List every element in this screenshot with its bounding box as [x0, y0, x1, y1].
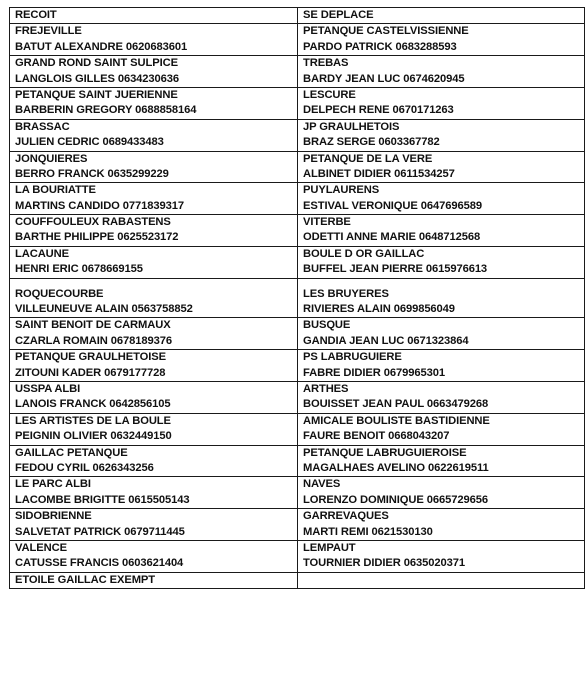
away-cell: [298, 445, 585, 477]
home-cell: [10, 413, 298, 445]
home-club: ROQUECOURBE: [15, 287, 104, 300]
home-cell: [10, 509, 298, 541]
home-club: LES ARTISTES DE LA BOULE: [15, 414, 171, 427]
home-contact: LACOMBE BRIGITTE 0615505143: [15, 493, 190, 506]
table-row: [10, 445, 585, 477]
home-cell: [10, 278, 298, 318]
away-club: NAVES: [303, 478, 341, 491]
home-club: LA BOURIATTE: [15, 184, 96, 197]
home-club: JONQUIERES: [15, 152, 88, 165]
away-club: LESCURE: [303, 88, 356, 101]
home-contact: FEDOU CYRIL 0626343256: [15, 461, 154, 474]
home-club: LE PARC ALBI: [15, 478, 91, 491]
home-club: LACAUNE: [15, 247, 69, 260]
away-club: PS LABRUGUIERE: [303, 351, 402, 364]
home-contact: BATUT ALEXANDRE 0620683601: [15, 40, 188, 53]
table-row: [10, 87, 585, 119]
away-club: LES BRUYERES: [303, 287, 389, 300]
home-club: USSPA ALBI: [15, 383, 81, 395]
table-row: [10, 56, 585, 88]
away-club: PETANQUE CASTELVISSIENNE: [303, 25, 469, 38]
away-contact: BOUISSET JEAN PAUL 0663479268: [303, 398, 489, 411]
home-cell: [10, 350, 298, 382]
away-cell: [298, 24, 585, 56]
home-cell: [10, 382, 298, 414]
home-cell: [10, 24, 298, 56]
away-contact: FABRE DIDIER 0679965301: [303, 366, 445, 379]
away-contact: MARTI REMI 0621530130: [303, 525, 433, 538]
away-club: PUYLAURENS: [303, 184, 380, 197]
away-contact: ALBINET DIDIER 0611534257: [303, 167, 455, 180]
away-cell: [298, 477, 585, 509]
table-row: [10, 540, 585, 572]
table-row: [10, 413, 585, 445]
home-club: FREJEVILLE: [15, 25, 82, 38]
table-row: [10, 477, 585, 509]
away-club: LEMPAUT: [303, 541, 356, 554]
table-row: [10, 350, 585, 382]
table-header-row: [10, 8, 585, 24]
away-cell: [298, 278, 585, 318]
away-club: BOULE D OR GAILLAC: [303, 247, 425, 260]
away-contact: DELPECH RENE 0670171263: [303, 104, 454, 117]
table-row: [10, 215, 585, 247]
away-club: AMICALE BOULISTE BASTIDIENNE: [303, 414, 490, 427]
home-contact: LANGLOIS GILLES 0634230636: [15, 72, 180, 85]
home-contact: PEIGNIN OLIVIER 0632449150: [15, 430, 172, 443]
away-cell: [298, 413, 585, 445]
home-contact: VILLEUNEUVE ALAIN 0563758852: [15, 303, 193, 316]
home-contact: CATUSSE FRANCIS 0603621404: [15, 557, 184, 570]
home-club: PETANQUE SAINT JUERIENNE: [15, 88, 178, 101]
away-contact: BUFFEL JEAN PIERRE 0615976613: [303, 263, 488, 276]
home-cell: [10, 87, 298, 119]
away-contact: PARDO PATRICK 0683288593: [303, 40, 457, 53]
away-club: PETANQUE LABRUGUIEROISE: [303, 446, 467, 459]
away-club: GARREVAQUES: [303, 510, 389, 523]
home-contact: JULIEN CEDRIC 0689433483: [15, 136, 164, 149]
home-cell: [10, 183, 298, 215]
home-contact: LANOIS FRANCK 0642856105: [15, 398, 171, 411]
away-cell: [298, 151, 585, 183]
home-cell: [10, 318, 298, 350]
home-cell: [10, 151, 298, 183]
home-cell: [10, 246, 298, 278]
exempt-cell: ETOILE GAILLAC EXEMPT: [10, 572, 298, 588]
home-contact: HENRI ERIC 0678669155: [15, 263, 143, 276]
home-contact: SALVETAT PATRICK 0679711445: [15, 525, 185, 538]
away-cell: [298, 382, 585, 414]
home-contact: BARBERIN GREGORY 0688858164: [15, 104, 197, 117]
away-cell: [298, 246, 585, 278]
away-cell: [298, 56, 585, 88]
home-contact: BARTHE PHILIPPE 0625523172: [15, 231, 179, 244]
away-club: ARTHES: [303, 383, 349, 395]
home-club: GAILLAC PETANQUE: [15, 446, 128, 459]
table-row: [10, 119, 585, 151]
home-cell: [10, 445, 298, 477]
away-contact: GANDIA JEAN LUC 0671323864: [303, 334, 469, 347]
home-club: BRASSAC: [15, 120, 70, 133]
away-contact: BARDY JEAN LUC 0674620945: [303, 72, 465, 85]
away-club: TREBAS: [303, 57, 349, 70]
table-row: [10, 382, 585, 414]
header-recoit: RECOIT: [10, 8, 298, 24]
table-row: [10, 278, 585, 318]
home-club: VALENCE: [15, 541, 67, 554]
away-contact: ODETTI ANNE MARIE 0648712568: [303, 231, 481, 244]
away-club: PETANQUE DE LA VERE: [303, 152, 433, 165]
home-club: PETANQUE GRAULHETOISE: [15, 351, 167, 364]
away-cell: [298, 119, 585, 151]
home-cell: [10, 119, 298, 151]
away-club: JP GRAULHETOIS: [303, 120, 400, 133]
away-cell: [298, 183, 585, 215]
away-contact: TOURNIER DIDIER 0635020371: [303, 557, 465, 570]
table-row: [10, 151, 585, 183]
away-cell: [298, 540, 585, 572]
home-contact: MARTINS CANDIDO 0771839317: [15, 199, 185, 212]
away-contact: ESTIVAL VERONIQUE 0647696589: [303, 199, 482, 212]
home-contact: CZARLA ROMAIN 0678189376: [15, 334, 172, 347]
home-cell: [10, 56, 298, 88]
home-club: GRAND ROND SAINT SULPICE: [15, 57, 178, 70]
table-row: [10, 246, 585, 278]
away-club: VITERBE: [303, 216, 351, 229]
home-cell: [10, 215, 298, 247]
pairings-table: [9, 7, 585, 589]
away-contact: FAURE BENOIT 0668043207: [303, 430, 450, 443]
table-footer-row: [10, 572, 585, 588]
home-cell: [10, 540, 298, 572]
empty-cell: [298, 572, 585, 588]
away-contact: MAGALHAES AVELINO 0622619511: [303, 461, 489, 474]
header-se-deplace: SE DEPLACE: [298, 8, 585, 24]
home-club: SAINT BENOIT DE CARMAUX: [15, 319, 171, 332]
table-row: [10, 509, 585, 541]
home-club: COUFFOULEUX RABASTENS: [15, 216, 171, 229]
away-cell: [298, 350, 585, 382]
away-contact: LORENZO DOMINIQUE 0665729656: [303, 493, 488, 506]
table-row: [10, 318, 585, 350]
away-cell: [298, 509, 585, 541]
away-club: BUSQUE: [303, 319, 351, 332]
away-contact: RIVIERES ALAIN 0699856049: [303, 303, 455, 316]
home-club: SIDOBRIENNE: [15, 510, 92, 523]
away-cell: [298, 318, 585, 350]
away-cell: [298, 215, 585, 247]
home-contact: ZITOUNI KADER 0679177728: [15, 366, 166, 379]
home-contact: BERRO FRANCK 0635299229: [15, 167, 169, 180]
table-row: [10, 24, 585, 56]
home-cell: [10, 477, 298, 509]
table-row: [10, 183, 585, 215]
away-cell: [298, 87, 585, 119]
away-contact: BRAZ SERGE 0603367782: [303, 136, 440, 149]
